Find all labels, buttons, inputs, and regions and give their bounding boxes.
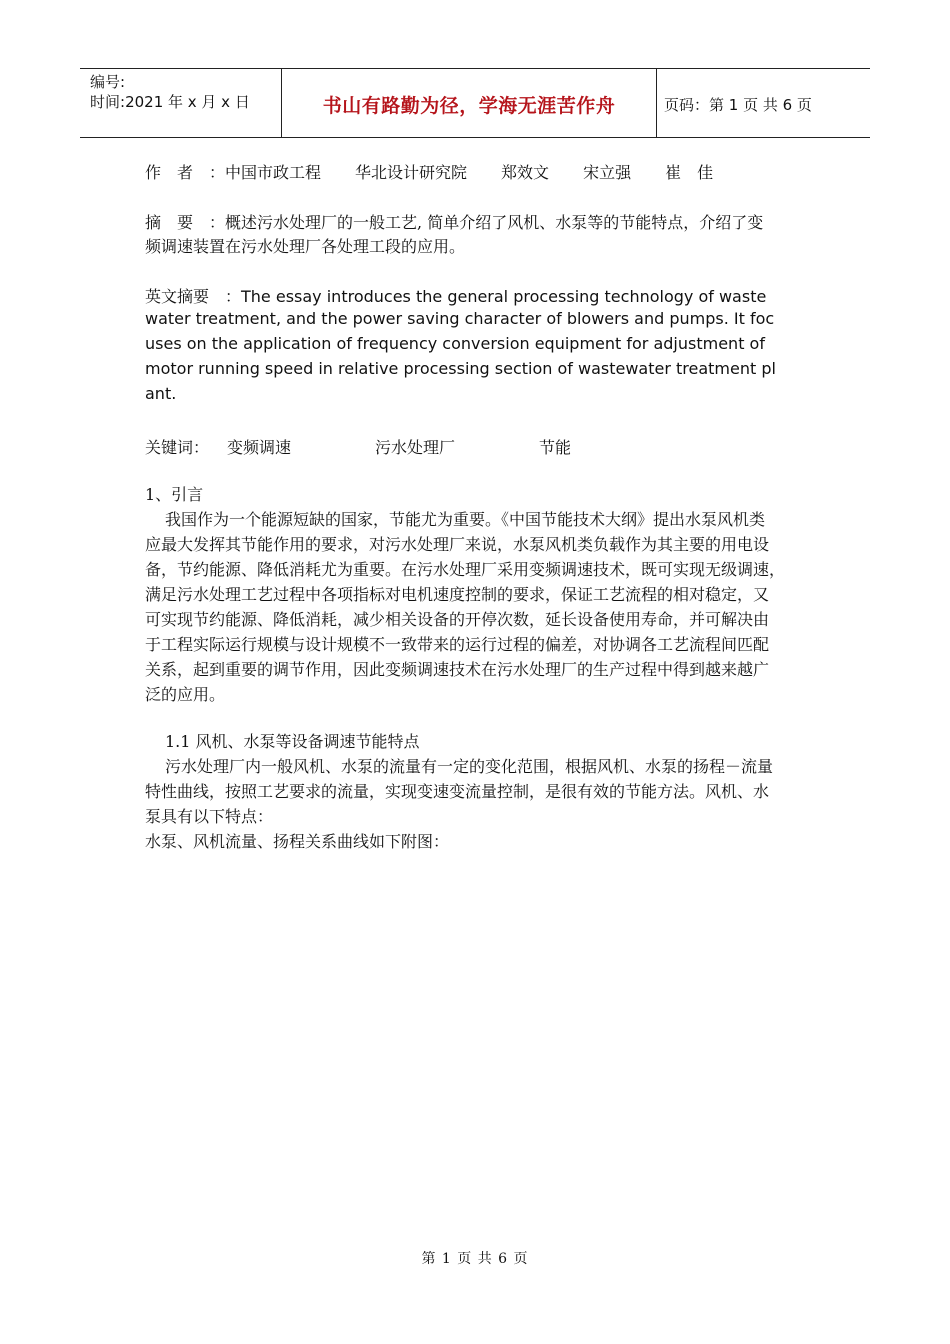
header-motto: 书山有路勤为径，学海无涯苦作舟: [322, 95, 616, 117]
abstract-en-line: [145, 284, 766, 307]
abstract-cn-line: 频调速装置在污水处理厂各处理工段的应用。: [145, 237, 466, 256]
abstract-cn-line: [145, 210, 763, 233]
section-1-title: 1、引言: [145, 485, 204, 504]
paragraph-line: 关系，起到重要的调节作用，因此变频调速技术在污水处理厂的生产过程中得到越来越广: [145, 660, 770, 679]
abstract-en-line: water treatment, and the power saving character of blowers and pumps. It foc: [145, 309, 775, 328]
abstract-en-line: motor running speed in relative processing section of wastewater treatment pl: [145, 359, 776, 378]
abstract-cn-text: 概述污水处理厂的一般工艺, 简单介绍了风机、水泵等的节能特点，介绍了变: [225, 213, 764, 232]
author-org-1: 中国市政工程: [225, 163, 322, 182]
authors-line: [145, 160, 713, 183]
author-name: 宋立强: [583, 163, 632, 182]
keywords-line: [145, 435, 571, 458]
header-motto-cell: [281, 69, 657, 137]
paragraph-line: 于工程实际运行规模与设计规模不一致带来的运行过程的偏差，对协调各工艺流程间匹配: [145, 635, 770, 654]
header-page-info: 页码：第 1 页 共 6 页: [664, 96, 812, 114]
paragraph-line: 应最大发挥其节能作用的要求，对污水处理厂来说，水泵风机类负载作为其主要的用电设: [145, 535, 770, 554]
time-label: 时间:: [90, 93, 126, 111]
abstract-en-text: The essay introduces the general processing technology of waste: [241, 287, 767, 306]
keyword: 节能: [539, 438, 572, 457]
abstract-cn-label: 摘 要 ：: [145, 213, 226, 232]
author-name: 崔 佳: [665, 163, 714, 182]
paragraph-line: 污水处理厂内一般风机、水泵的流量有一定的变化范围，根据风机、水泵的扬程－流量: [165, 757, 774, 776]
paragraph-line: 泛的应用。: [145, 685, 226, 704]
document-number-label: 编号:: [90, 73, 126, 91]
header-table: [80, 68, 870, 138]
abstract-en-line: ant.: [145, 384, 177, 403]
keyword: 变频调速: [227, 438, 292, 457]
abstract-en-line: uses on the application of frequency conversion equipment for adjustment of: [145, 334, 765, 353]
paragraph-line: 可实现节约能源、降低消耗，减少相关设备的开停次数，延长设备使用寿命，并可解决由: [145, 610, 770, 629]
paragraph-line: 泵具有以下特点：: [145, 807, 274, 826]
page-footer: 第 1 页 共 6 页: [421, 1251, 529, 1267]
paragraph-line: 满足污水处理工艺过程中各项指标对电机速度控制的要求，保证工艺流程的相对稳定，又: [145, 585, 770, 604]
header-page-cell: [656, 69, 870, 137]
keywords-label: 关键词：: [145, 438, 210, 457]
authors-label: 作 者 ：: [145, 163, 226, 182]
paragraph-line: 特性曲线，按照工艺要求的流量，实现变速变流量控制，是很有效的节能方法。风机、水: [145, 782, 770, 801]
author-name: 郑效文: [501, 163, 550, 182]
document-date: 2021 年 x 月 x 日: [125, 93, 250, 111]
header-left-cell: [80, 69, 281, 137]
paragraph-line: 我国作为一个能源短缺的国家，节能尤为重要。《中国节能技术大纲》提出水泵风机类: [165, 510, 766, 529]
keyword: 污水处理厂: [375, 438, 456, 457]
author-org-2: 华北设计研究院: [355, 163, 468, 182]
paragraph-line: 备，节约能源、降低消耗尤为重要。在污水处理厂采用变频调速技术，既可实现无级调速，: [145, 560, 786, 579]
abstract-en-label: 英文摘要 ：: [145, 287, 242, 306]
paragraph-line: 水泵、风机流量、扬程关系曲线如下附图：: [145, 832, 450, 851]
section-1-1-title: 1.1 风机、水泵等设备调速节能特点: [165, 732, 420, 751]
